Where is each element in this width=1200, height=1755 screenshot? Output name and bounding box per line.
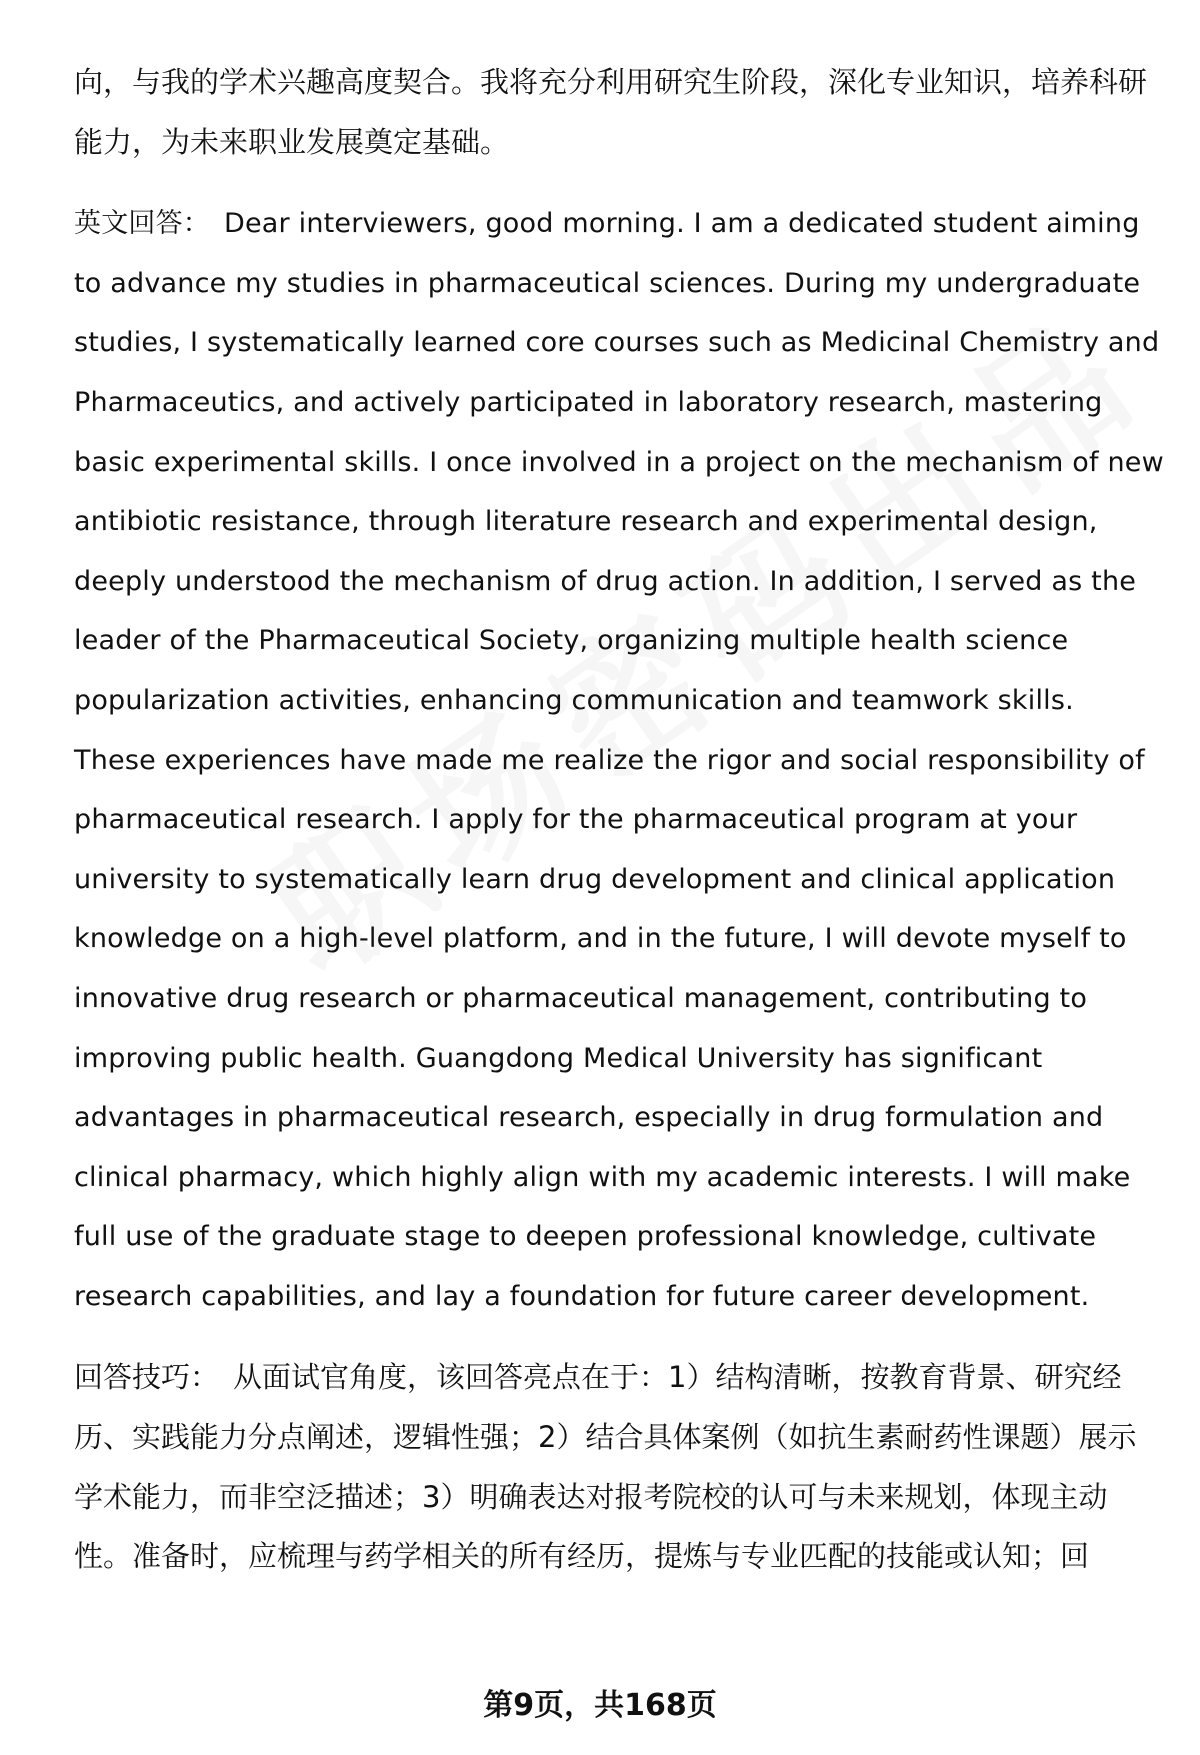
english-answer-paragraph [74, 194, 1164, 1326]
page-indicator: 第9页，共168页 [483, 1688, 717, 1723]
english-answer-text: Dear interviewers, good morning. I am a dedicated student aiming to advance my studies in pharmaceutical sciences. During my undergraduate studies, I systematically learned core courses such as Medicinal Chemistry and Pharmaceutics, and actively participated in laboratory research, mastering basic experimental skills. I once involved in a project on the mechanism of new antibiotic resistance, through literature research and experimental design, deeply understood the mechanism of drug action. In addition, I served as the leader of the Pharmaceutical Society, organizing multiple health science popularization activities, enhancing communication and teamwork skills. These experiences have made me realize the rigor and social responsibility of pharmaceutical research. I apply for the pharmaceutical program at your university to systematically learn drug development and clinical application knowledge on a high-level platform, and in the future, I will devote myself to innovative drug research or pharmaceutical management, contributing to improving public health. Guangdong Medical University has significant advantages in pharmaceutical research, especially in drug formulation and clinical pharmacy, which highly align with my academic interests. I will make full use of the graduate stage to deepen professional knowledge, cultivate research capabilities, and lay a foundation for future career development. [74, 208, 1164, 1312]
english-answer-label: 英文回答： [74, 208, 210, 240]
answer-tips-label: 回答技巧： [74, 1360, 220, 1395]
answer-tips-paragraph [74, 1348, 1164, 1586]
document-body [74, 53, 1164, 1587]
answer-tips-text: 从面试官角度，该回答亮点在于：1）结构清晰，按教育背景、研究经历、实践能力分点阐述，逻辑性强；2）结合具体案例（如抗生素耐药性课题）展示学术能力，而非空泛描述；3）明确表达对报考院校的认可与未来规划，体现主动性。准备时，应梳理与药学相关的所有经历，提炼与专业匹配的技能或认知；回 [74, 1360, 1137, 1574]
intro-paragraph: 向，与我的学术兴趣高度契合。我将充分利用研究生阶段，深化专业知识，培养科研能力，为未来职业发展奠定基础。 [74, 65, 1148, 159]
